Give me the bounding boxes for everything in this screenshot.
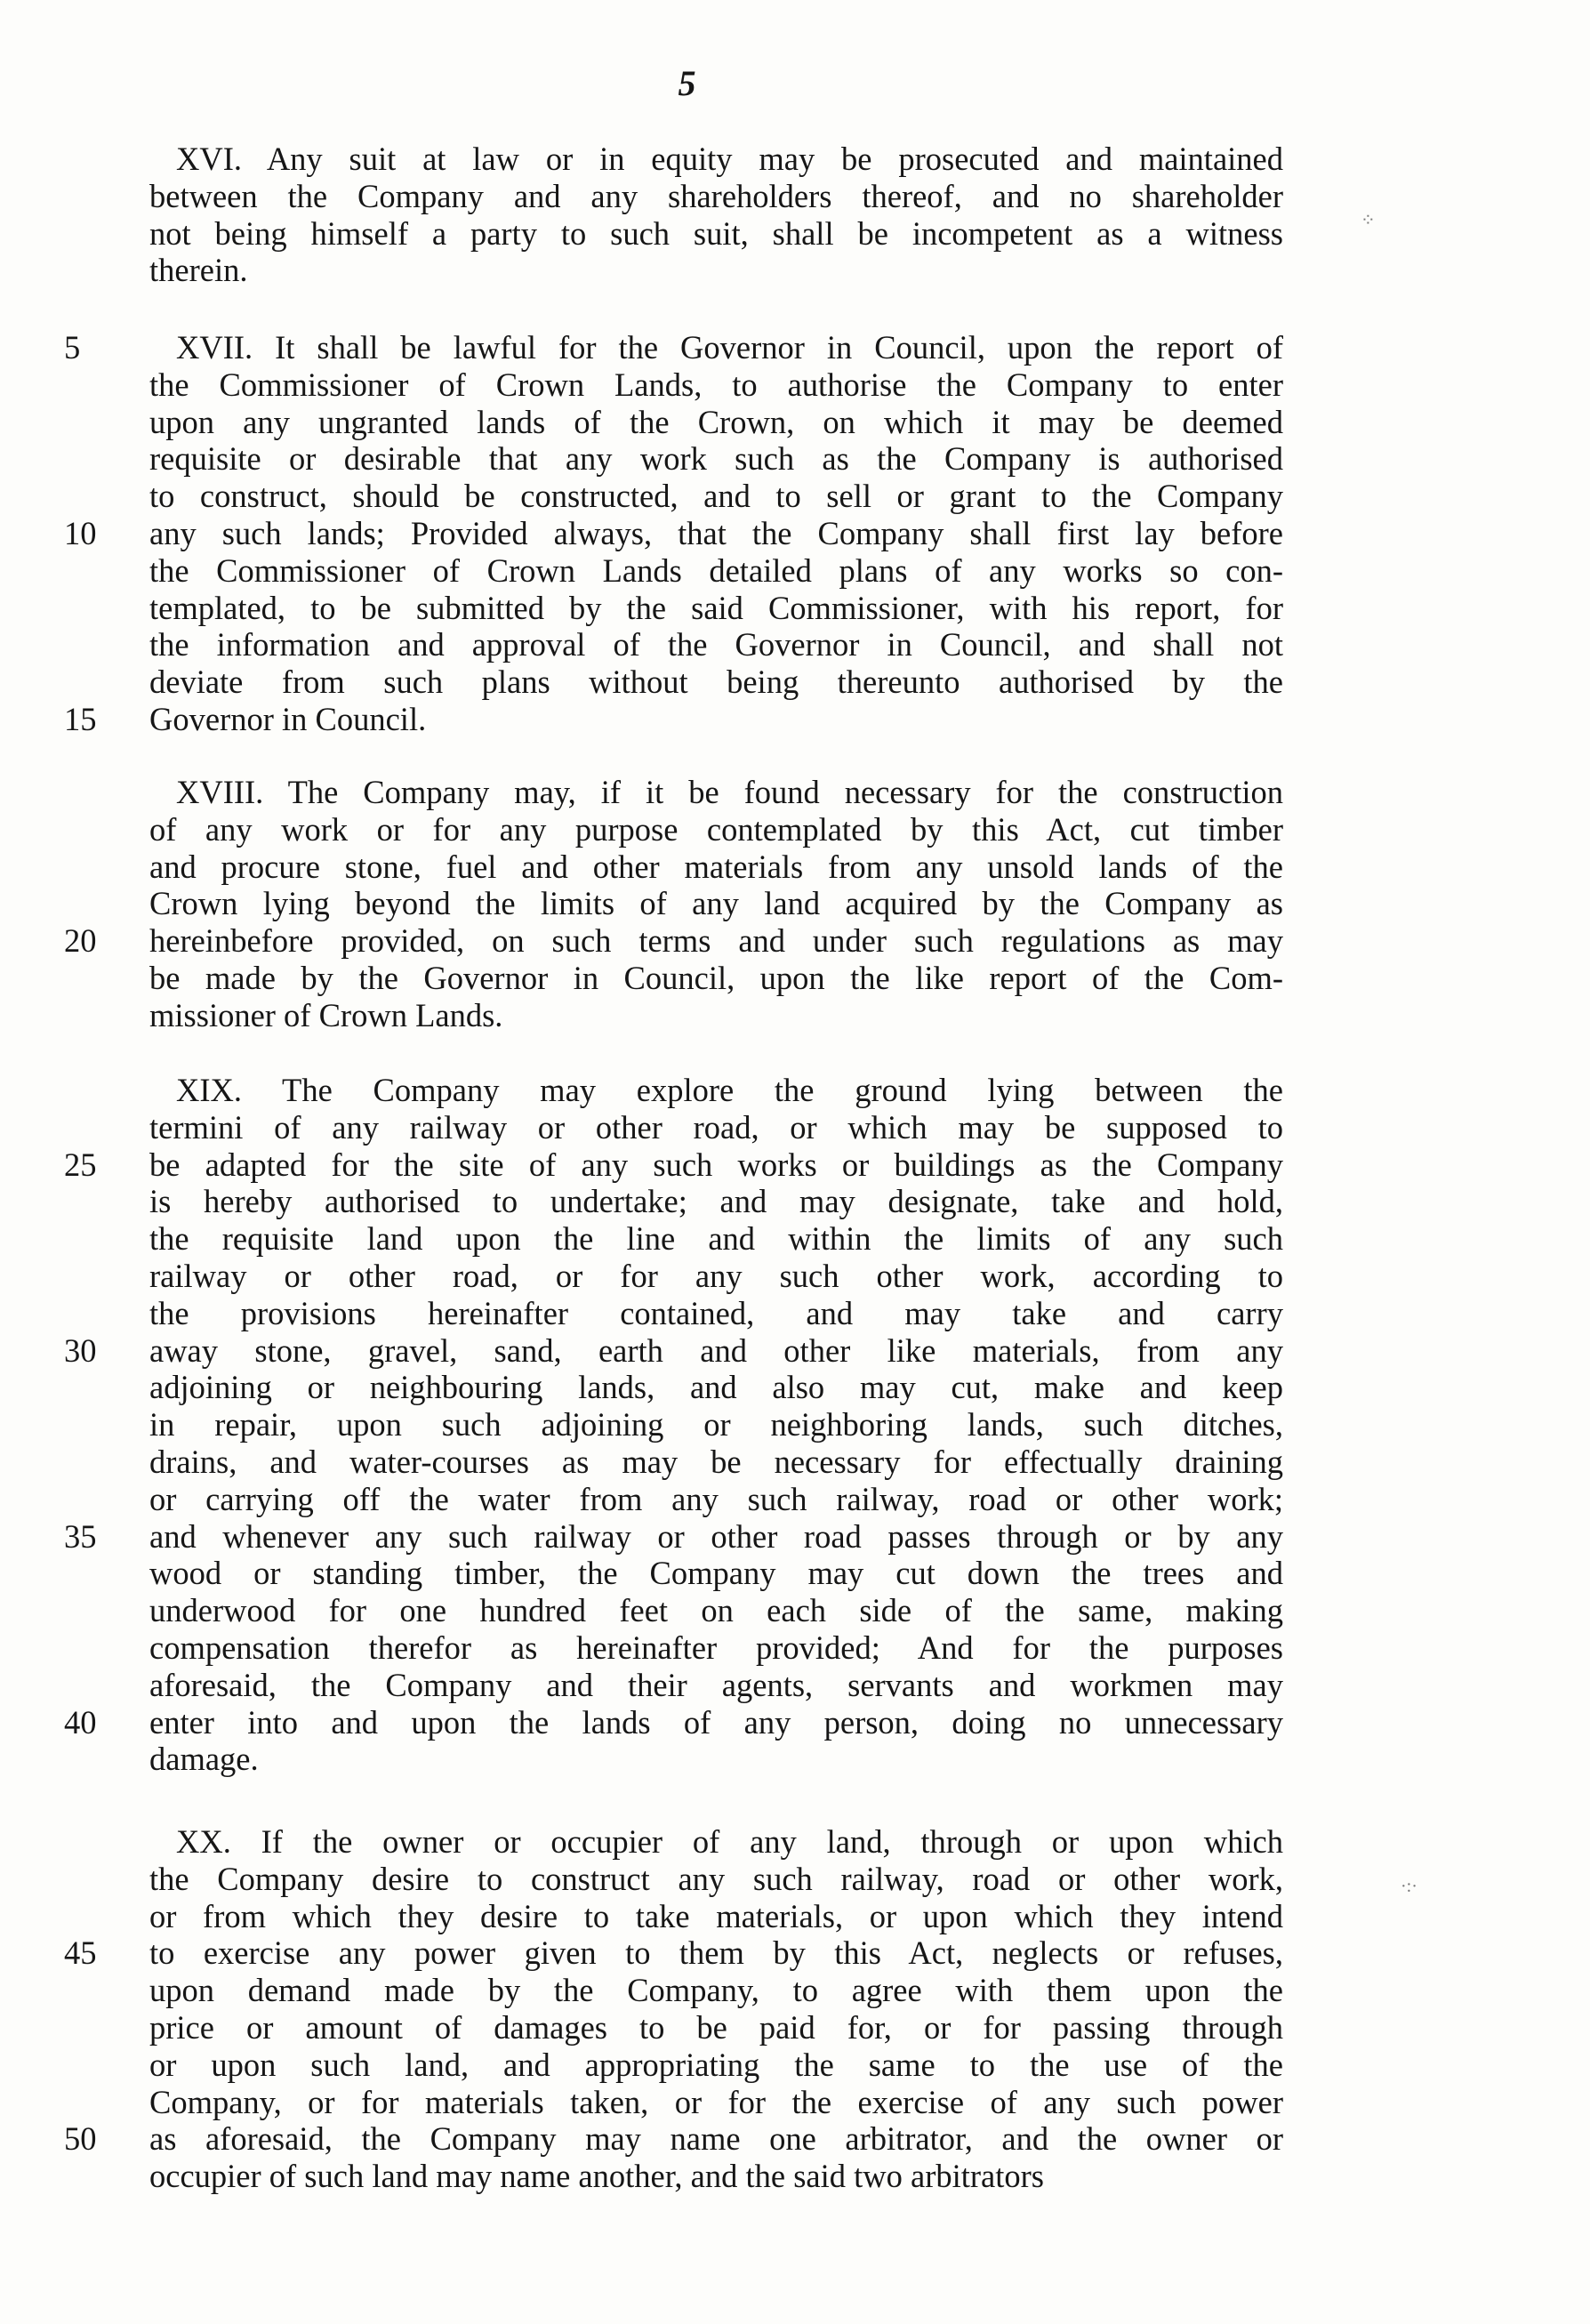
text-line: Crown lying beyond the limits of any land acquired by the Company as (149, 885, 1283, 922)
text-line: upon any ungranted lands of the Crown, on which it may be deemed (149, 403, 1283, 440)
text-line: as aforesaid, the Company may name one arbitrator, and the owner or (149, 2120, 1283, 2158)
text-line: Governor in Council. (149, 700, 427, 737)
text-line: XIX. The Company may explore the ground lying between the (176, 1072, 1283, 1108)
line-number: 25 (64, 1146, 97, 1183)
text-line: missioner of Crown Lands. (149, 996, 503, 1033)
text-line: to construct, should be constructed, and to sell or grant to the Company (149, 478, 1283, 515)
line-number: 45 (64, 1934, 97, 1972)
line-number: 35 (64, 1517, 97, 1555)
text-line: to exercise any power given to them by this Act, neglects or refuses, (149, 1934, 1283, 1972)
line-number: 15 (64, 701, 97, 737)
line-number: 10 (64, 515, 97, 551)
text-line: upon demand made by the Company, to agree with them upon the (149, 1972, 1283, 2009)
section-xvi (149, 141, 1283, 289)
text-line: and whenever any such railway or other road passes through or by any (149, 1517, 1283, 1555)
section-xix (64, 1072, 1283, 1778)
text-line: the Commissioner of Crown Lands detailed plans of any works so con- (149, 551, 1283, 589)
text-line: between the Company and any shareholders thereof, and no shareholder (149, 177, 1283, 214)
text-line: therein. (149, 252, 248, 289)
text-line: enter into and upon the lands of any person, doing no unnecessary (149, 1703, 1283, 1741)
text-line: deviate from such plans without being thereunto authorised by the (149, 663, 1283, 701)
text-line: compensation therefor as hereinafter provided; And for the purposes (149, 1628, 1283, 1666)
text-line: XVIII. The Company may, if it be found necessary for the construction (176, 774, 1283, 810)
text-line: the Commissioner of Crown Lands, to authorise the Company to enter (149, 366, 1283, 403)
text-line: the provisions hereinafter contained, and may take and carry (149, 1294, 1283, 1331)
text-line: not being himself a party to such suit, shall be incompetent as a witness (149, 214, 1283, 252)
text-line: the information and approval of the Governor in Council, and shall not (149, 626, 1283, 663)
margin-mark: ·:· (1401, 1877, 1417, 1896)
page-number: 5 (678, 63, 696, 103)
text-line: XX. If the owner or occupier of any land, through or upon which (176, 1823, 1283, 1860)
text-line: is hereby authorised to undertake; and may designate, take and hold, (149, 1183, 1283, 1220)
text-line: or from which they desire to take materials, or upon which they intend (149, 1897, 1283, 1934)
text-line: be adapted for the site of any such works or buildings as the Company (149, 1146, 1283, 1183)
text-line: underwood for one hundred feet on each side of the same, making (149, 1592, 1283, 1629)
text-line: XVII. It shall be lawful for the Governor in Council, upon the report of (176, 329, 1283, 366)
text-line: or upon such land, and appropriating the same to the use of the (149, 2046, 1283, 2083)
text-line: wood or standing timber, the Company may cut down the trees and (149, 1555, 1283, 1592)
section-xviii (64, 774, 1283, 1034)
text-line: drains, and water-courses as may be necessary for effectually draining (149, 1443, 1283, 1480)
text-line: requisite or desirable that any work such as the Company is authorised (149, 440, 1283, 478)
line-number: 50 (64, 2120, 97, 2158)
text-line: aforesaid, the Company and their agents, servants and workmen may (149, 1666, 1283, 1703)
margin-mark: ⁘ (1361, 211, 1376, 230)
text-line: and procure stone, fuel and other materials from any unsold lands of the (149, 848, 1283, 885)
text-line: in repair, upon such adjoining or neighboring lands, such ditches, (149, 1406, 1283, 1443)
line-number: 20 (64, 922, 97, 960)
text-line: away stone, gravel, sand, earth and other like materials, from any (149, 1331, 1283, 1369)
text-line: templated, to be submitted by the said Commissioner, with his report, for (149, 589, 1283, 626)
text-line: the Company desire to construct any such railway, road or other work, (149, 1860, 1283, 1897)
text-line: damage. (149, 1741, 259, 1778)
text-line: occupier of such land may name another, and the said two arbitrators (149, 2158, 1044, 2195)
text-line: hereinbefore provided, on such terms and under such regulations as may (149, 922, 1283, 960)
section-xx (64, 1823, 1283, 2195)
text-line: the requisite land upon the line and within the limits of any such (149, 1220, 1283, 1258)
text-line: or carrying off the water from any such railway, road or other work; (149, 1480, 1283, 1517)
text-line: any such lands; Provided always, that the Company shall first lay before (149, 514, 1283, 551)
text-line: Company, or for materials taken, or for the exercise of any such power (149, 2083, 1283, 2120)
text-line: adjoining or neighbouring lands, and also may cut, make and keep (149, 1369, 1283, 1406)
text-line: be made by the Governor in Council, upon the like report of the Com- (149, 959, 1283, 996)
text-line: termini of any railway or other road, or which may be supposed to (149, 1108, 1283, 1146)
line-number: 5 (64, 329, 81, 366)
line-number: 40 (64, 1703, 97, 1741)
line-number: 30 (64, 1331, 97, 1369)
section-xvii (64, 329, 1283, 738)
text-line: of any work or for any purpose contemplated by this Act, cut timber (149, 810, 1283, 848)
text-line: XVI. Any suit at law or in equity may be prosecuted and maintained (176, 141, 1283, 177)
text-line: price or amount of damages to be paid for, or for passing through (149, 2008, 1283, 2046)
text-line: railway or other road, or for any such other work, according to (149, 1257, 1283, 1294)
